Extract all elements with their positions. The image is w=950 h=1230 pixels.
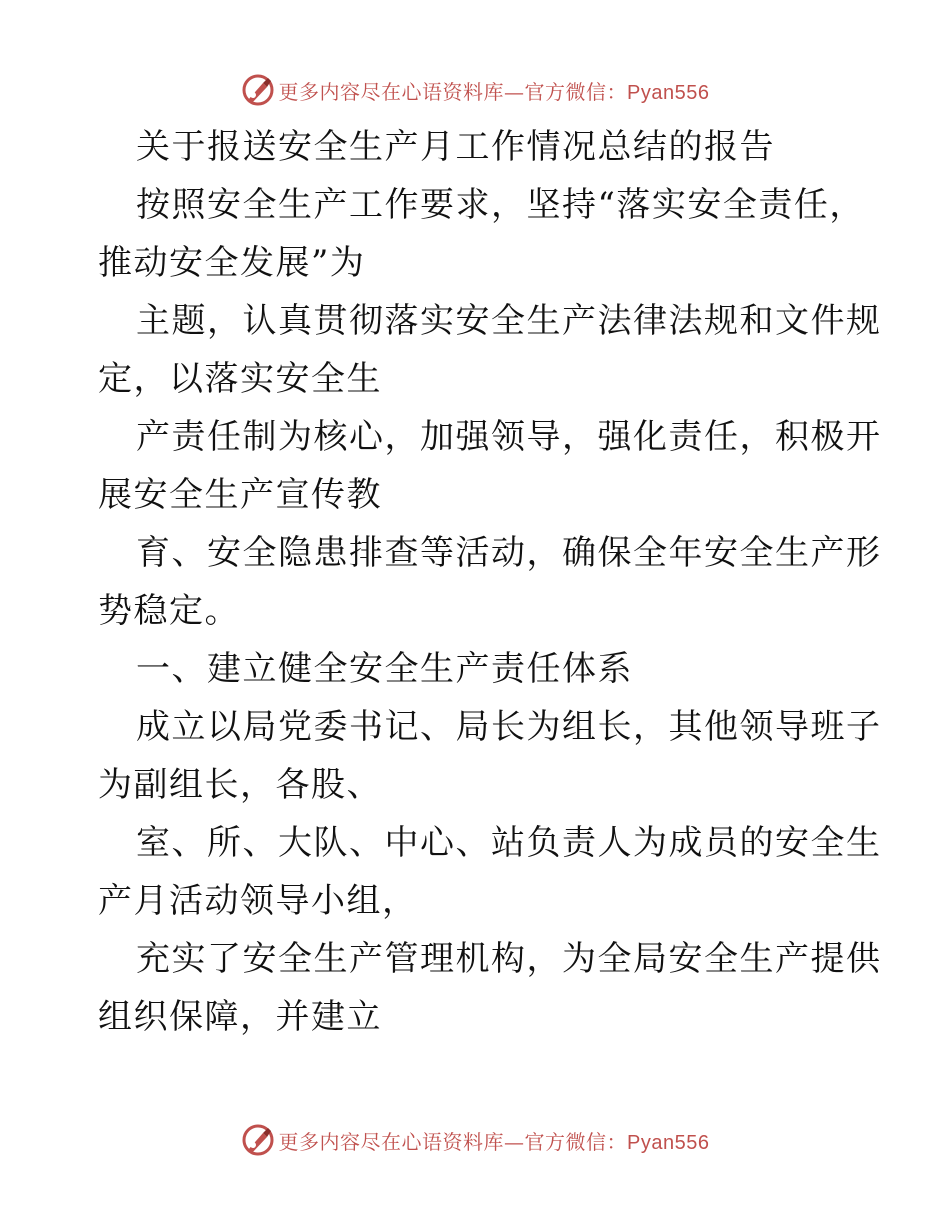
header-wechat-id: Pyan556 bbox=[627, 81, 710, 104]
paragraph-line: 定，以落实安全生 bbox=[98, 359, 382, 399]
header-banner-text: 更多内容尽在心语资料库—官方微信：Pyan556 bbox=[278, 79, 710, 104]
paragraph-line: 育、安全隐患排查等活动，确保全年安全生产形 bbox=[136, 533, 882, 573]
paragraph-line: 展安全生产宣传教 bbox=[98, 475, 382, 515]
document-title: 关于报送安全生产月工作情况总结的报告 bbox=[136, 127, 775, 167]
paragraph-line: 产责任制为核心，加强领导，强化责任，积极开 bbox=[136, 417, 882, 457]
paragraph-line: 充实了安全生产管理机构，为全局安全生产提供 bbox=[136, 939, 882, 979]
paragraph-line: 势稳定。 bbox=[98, 591, 240, 631]
paragraph-line: 为副组长，各股、 bbox=[98, 765, 382, 805]
footer-wechat-id: Pyan556 bbox=[627, 1131, 710, 1154]
pen-logo-icon bbox=[241, 73, 275, 107]
paragraph-line: 产月活动领导小组， bbox=[98, 881, 418, 921]
paragraph-line: 成立以局党委书记、局长为组长，其他领导班子 bbox=[136, 707, 882, 747]
section-heading: 一、建立健全安全生产责任体系 bbox=[136, 649, 633, 689]
paragraph-line: 组织保障，并建立 bbox=[98, 997, 382, 1037]
footer-banner-text: 更多内容尽在心语资料库—官方微信：Pyan556 bbox=[278, 1129, 710, 1154]
paragraph-line: 主题，认真贯彻落实安全生产法律法规和文件规 bbox=[136, 301, 882, 341]
paragraph-line: 按照安全生产工作要求，坚持“落实安全责任， bbox=[136, 185, 865, 225]
header-watermark-banner bbox=[0, 70, 950, 110]
footer-watermark-banner bbox=[0, 1120, 950, 1160]
pen-logo-icon bbox=[241, 1123, 275, 1157]
paragraph-line: 推动安全发展”为 bbox=[98, 243, 366, 283]
paragraph-line: 室、所、大队、中心、站负责人为成员的安全生 bbox=[136, 823, 882, 863]
document-body bbox=[98, 118, 882, 1046]
